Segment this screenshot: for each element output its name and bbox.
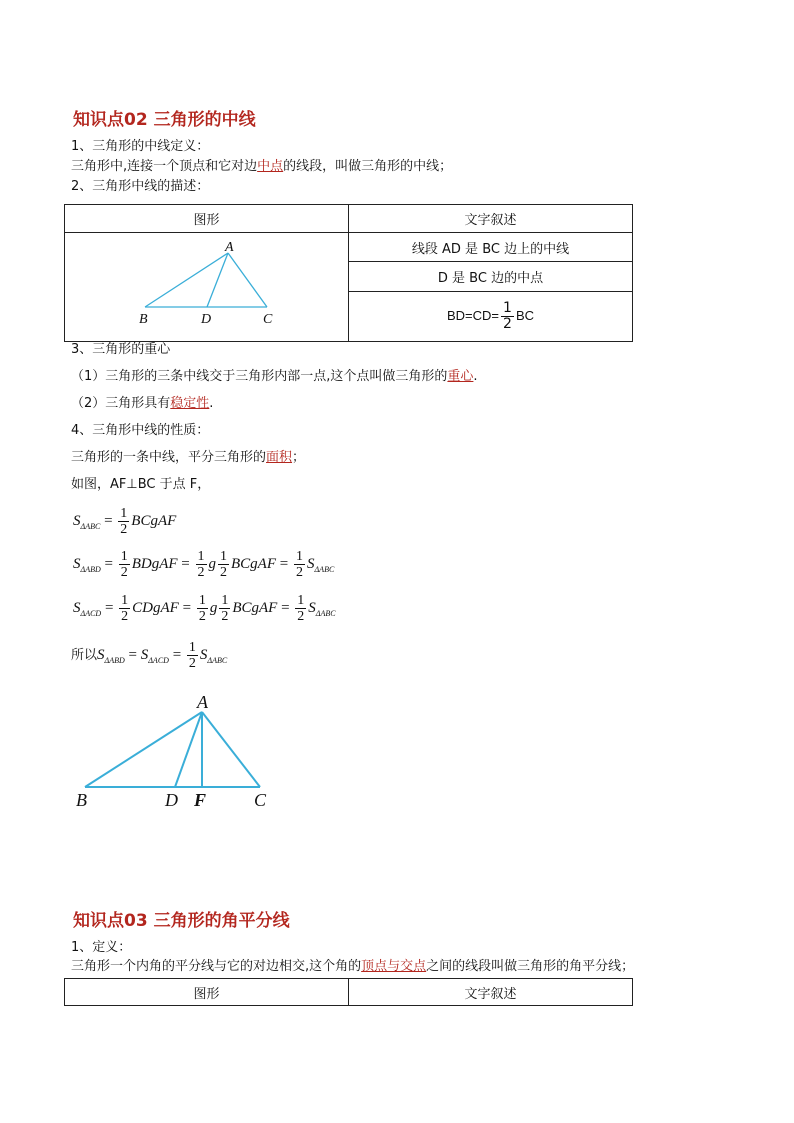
- fraction-numerator: 1: [120, 506, 128, 521]
- bisector-text: 三角形一个内角的平分线与它的对边相交,这个角的: [71, 959, 362, 974]
- item2-title: 2、三角形中线的描述：: [71, 179, 210, 194]
- fraction-denominator: 2: [297, 609, 305, 624]
- fraction-numerator: 1: [198, 593, 206, 608]
- eq-equals: =: [279, 555, 289, 572]
- section02-title: 知识点02 三角形的中线: [73, 110, 256, 130]
- equation-abc: [73, 506, 176, 537]
- definition-text: 三角形中,连接一个顶点和它对边: [71, 159, 258, 174]
- fraction-denominator: 2: [221, 609, 229, 624]
- eq-half: [119, 549, 130, 580]
- stability-text-end: .: [209, 396, 214, 411]
- eq-s: S: [73, 599, 81, 616]
- eq-equals: =: [104, 555, 113, 572]
- fraction-numerator: 1: [197, 549, 205, 564]
- eq-half: [218, 549, 229, 580]
- section03-title: 知识点03 三角形的角平分线: [73, 911, 290, 931]
- fraction-numerator: 1: [295, 549, 303, 564]
- stability-text: （2）三角形具有: [71, 396, 171, 411]
- fraction-numerator: 1: [220, 549, 228, 564]
- equation-abd: [73, 549, 334, 580]
- item3-title: 3、三角形的重心: [71, 342, 171, 357]
- fraction-denominator: 2: [120, 522, 128, 537]
- fraction-denominator: 2: [198, 609, 206, 624]
- eq-so: 所以: [71, 647, 98, 663]
- eq-s: S: [73, 555, 81, 572]
- eq-equals: =: [281, 599, 290, 616]
- fraction-numerator: 1: [121, 593, 129, 608]
- eq-sub: ΔABD: [80, 564, 101, 574]
- eq-term: CDgAF: [132, 599, 179, 616]
- fraction-denominator: 2: [295, 565, 303, 580]
- bisector-description-table: [64, 978, 633, 1006]
- definition-link-midpoint[interactable]: 中点: [257, 159, 284, 174]
- stability-link[interactable]: 稳定性: [170, 396, 210, 411]
- table-row2: D 是 BC 边的中点: [349, 262, 633, 291]
- section03-item1-title: 1、定义：: [71, 940, 132, 955]
- eq-sub: ΔACD: [148, 655, 169, 665]
- eq-sub: ΔABC: [80, 521, 101, 531]
- perpendicular-note: 如图，AF⊥BC 于点 F，: [71, 477, 211, 492]
- eq-g: g: [208, 555, 217, 572]
- eq-half: [197, 593, 208, 624]
- fig1-label-b: B: [139, 312, 148, 327]
- eq-equals: =: [172, 646, 182, 663]
- altitude-triangle-figure: [70, 688, 290, 813]
- row3-text: BD=CD=: [446, 307, 500, 323]
- area-link[interactable]: 面积: [266, 450, 293, 465]
- fig2-label-d: D: [165, 790, 178, 810]
- centroid-link[interactable]: 重心: [447, 369, 474, 384]
- eq-term: BDgAF: [131, 555, 178, 572]
- item4-title: 4、三角形中线的性质：: [71, 423, 210, 438]
- fraction-numerator: 1: [297, 593, 305, 608]
- fig1-label-c: C: [263, 312, 273, 327]
- eq-s: S: [73, 512, 81, 529]
- eq-half: [119, 593, 130, 624]
- fraction-denominator: 2: [197, 565, 205, 580]
- equation-conclusion: [71, 640, 227, 671]
- median-triangle-figure: [65, 233, 348, 337]
- fraction-denominator: 2: [503, 315, 512, 332]
- eq-term: BCgAF: [131, 512, 177, 529]
- eq-s: S: [308, 599, 316, 616]
- item1-title: 1、三角形的中线定义：: [71, 139, 210, 154]
- eq-sub: ΔABC: [207, 655, 228, 665]
- table-cell-figure: [65, 233, 349, 342]
- eq-term: BCgAF: [231, 555, 277, 572]
- fig1-label-d: D: [201, 312, 212, 327]
- eq-sub: ΔACD: [80, 608, 102, 618]
- row3-fraction: [501, 301, 514, 332]
- fraction-denominator: 2: [220, 565, 228, 580]
- eq-s: S: [97, 646, 105, 663]
- eq-half: [295, 593, 306, 624]
- table-header-text: 文字叙述: [349, 205, 633, 233]
- stability-paragraph: [71, 396, 213, 412]
- fig2-label-f: F: [194, 790, 207, 810]
- table2-header-text: 文字叙述: [349, 979, 633, 1006]
- area-paragraph: [71, 450, 305, 466]
- eq-sub: ΔABC: [315, 608, 336, 618]
- eq-equals: =: [128, 646, 137, 663]
- eq-half: [219, 593, 230, 624]
- fig2-label-c: C: [254, 790, 267, 810]
- bisector-text-end: 之间的线段叫做三角形的角平分线；: [426, 959, 635, 974]
- centroid-text: （1）三角形的三条中线交于三角形内部一点,这个点叫做三角形的: [71, 369, 448, 384]
- eq-equals: =: [182, 599, 192, 616]
- definition-text-end: 的线段，叫做三角形的中线；: [283, 159, 453, 174]
- fraction-denominator: 2: [120, 565, 128, 580]
- eq-half: [118, 506, 129, 537]
- eq-sub: ΔABC: [314, 564, 335, 574]
- fig2-label-a: A: [197, 692, 208, 712]
- equation-acd: [73, 593, 336, 624]
- eq-s: S: [140, 646, 149, 663]
- eq-half: [187, 640, 198, 671]
- eq-half: [196, 549, 207, 580]
- eq-equals: =: [104, 512, 113, 529]
- fig1-label-a: A: [225, 240, 234, 255]
- eq-sub: ΔABD: [104, 655, 125, 665]
- median-definition: [71, 159, 452, 175]
- fraction-numerator: 1: [221, 593, 229, 608]
- fraction-denominator: 2: [121, 609, 129, 624]
- bisector-link[interactable]: 顶点与交点: [361, 959, 427, 974]
- median-description-table: [64, 204, 633, 342]
- eq-equals: =: [181, 555, 190, 572]
- eq-s: S: [306, 555, 315, 572]
- fraction-numerator: 1: [188, 640, 196, 655]
- table-row1: 线段 AD 是 BC 边上的中线: [349, 233, 633, 262]
- eq-g: g: [209, 599, 218, 616]
- eq-s: S: [199, 646, 208, 663]
- centroid-paragraph: [71, 369, 478, 385]
- table-header-figure: 图形: [65, 205, 349, 233]
- eq-term: BCgAF: [232, 599, 278, 616]
- bisector-definition: [71, 959, 634, 975]
- area-text: 三角形的一条中线，平分三角形的: [71, 450, 267, 465]
- table-row3: [349, 291, 633, 341]
- fraction-numerator: 1: [503, 299, 512, 316]
- table2-header-figure: 图形: [65, 979, 349, 1006]
- fig2-label-b: B: [76, 790, 87, 810]
- eq-equals: =: [104, 599, 114, 616]
- centroid-text-end: .: [473, 369, 478, 384]
- fraction-numerator: 1: [120, 549, 128, 564]
- fraction-denominator: 2: [188, 656, 196, 671]
- eq-half: [294, 549, 305, 580]
- area-text-end: ；: [292, 450, 306, 465]
- row3-text-end: BC: [515, 307, 534, 323]
